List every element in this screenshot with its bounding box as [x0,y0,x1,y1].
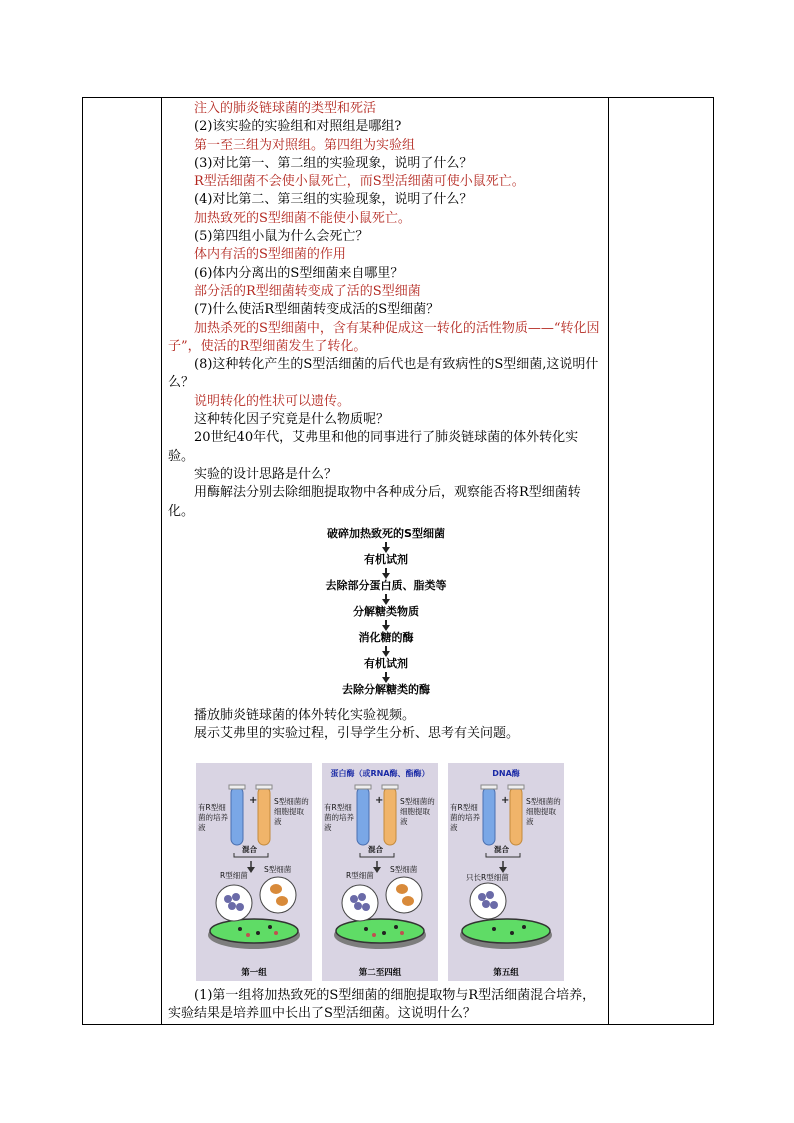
flow-step: 去除分解糖类的酶 [342,682,430,696]
answer-text: 说明转化的性状可以遗传。 [194,393,351,409]
right-tube-label: S型细菌的细胞提取液 [526,797,561,826]
left-tube-label: 有R型细菌的培养液 [450,803,480,832]
flow-step: 有机试剂 [364,552,408,566]
panel-caption: 第二至四组 [358,968,402,978]
question-text: (8)这种转化产生的S型活细菌的后代也是有致病性的S型细菌,这说明什么？ [168,357,599,391]
question-text: (7)什么使活R型细菌转变成活的S型细菌？ [194,302,440,318]
arrow-down-icon [383,594,389,605]
mix-label: 混合 [242,845,257,854]
experiment-panel-group1 [196,763,312,981]
question-text: (1)第一组将加热致死的S型细菌的细胞提取物与R型活细菌混合培养，实验结果是培养皿中长出了S型活细菌。这说明什么？ [168,988,596,1022]
test-tube-dish-illustration [448,763,564,963]
left-tube-label: 有R型细菌的培养液 [324,803,354,832]
arrow-down-icon [383,568,389,579]
flow-step: 破碎加热致死的S型细菌 [327,526,445,540]
experiment-figures [196,763,566,983]
test-tube-dish-illustration [322,763,438,963]
experiment-panel-group5 [448,763,564,981]
answer-text: 体内有活的S型细菌的作用 [194,247,346,263]
paragraph-text: 播放肺炎链球菌的体外转化实验视频。 [194,707,416,723]
enzyme-label: 蛋白酶（或RNA酶、酯酶） [330,769,430,778]
r-bacteria-label: 只长R型细菌 [466,873,509,882]
panel-caption: 第一组 [241,968,267,978]
answer-text: 第一至三组为对照组。第四组为实验组 [194,137,416,153]
mix-label: 混合 [368,845,383,854]
svg-text:+: + [249,795,258,806]
flow-step: 分解糖类物质 [353,604,419,618]
arrow-down-icon [383,542,389,553]
right-tube-label: S型细菌的细胞提取液 [274,797,309,826]
bottom-question [168,987,604,1024]
flow-step: 有机试剂 [364,656,408,670]
question-text: 实验的设计思路是什么？ [194,466,338,482]
question-text: (3)对比第一、第二组的实验现象，说明了什么？ [194,155,473,171]
right-tube-label: S型细菌的细胞提取液 [400,797,435,826]
experiment-flowchart [168,527,604,707]
mix-label: 混合 [494,845,509,854]
column-divider-2 [608,98,609,1024]
answer-text: R型活细菌不会使小鼠死亡，而S型活细菌可使小鼠死亡。 [194,174,525,190]
paragraph-text: 展示艾弗里的实验过程，引导学生分析、思考有关问题。 [194,726,520,742]
answer-text: 注入的肺炎链球菌的类型和死活 [194,101,377,116]
answer-text: 加热杀死的S型细菌中，含有某种促成这一转化的活性物质——“转化因子”，使活的R型细菌发生了转化。 [168,320,600,354]
arrow-down-icon [383,620,389,631]
s-bacteria-label: S型细菌 [264,865,292,874]
enzyme-label: DNA酶 [492,769,520,778]
question-text: (4)对比第二、第三组的实验现象，说明了什么？ [194,192,473,208]
left-tube-label: 有R型细菌的培养液 [198,803,228,832]
arrow-down-icon [383,646,389,657]
r-bacteria-label: R型细菌 [220,871,248,880]
s-bacteria-label: S型细菌 [390,865,418,874]
arrow-down-icon [383,672,389,683]
panel-caption: 第五组 [493,968,519,978]
answer-text: 部分活的R型细菌转变成了活的S型细菌 [194,283,421,299]
flow-step: 消化糖的酶 [358,630,414,644]
svg-text:+: + [501,795,510,806]
experiment-panel-group2-4 [322,763,438,981]
question-text: 这种转化因子究竟是什么物质呢？ [194,412,390,428]
paragraph-text: 用酶解法分别去除细胞提取物中各种成分后，观察能否将R型细菌转化。 [168,485,581,519]
question-text: (2)该实验的实验组和对照组是哪组? [194,119,402,135]
answer-text: 加热致死的S型细菌不能使小鼠死亡。 [194,210,411,226]
r-bacteria-label: R型细菌 [346,871,374,880]
question-text: (5)第四组小鼠为什么会死亡？ [194,229,369,245]
test-tube-dish-illustration [196,763,312,963]
paragraph-text: 20世纪40年代，艾弗里和他的同事进行了肺炎链球菌的体外转化实验。 [168,430,579,464]
svg-text:+: + [375,795,384,806]
question-text: (6)体内分离出的S型细菌来自哪里？ [194,265,404,281]
lesson-content [168,100,604,743]
flow-step: 去除部分蛋白质、脂类等 [325,578,447,592]
column-divider-1 [161,98,162,1024]
